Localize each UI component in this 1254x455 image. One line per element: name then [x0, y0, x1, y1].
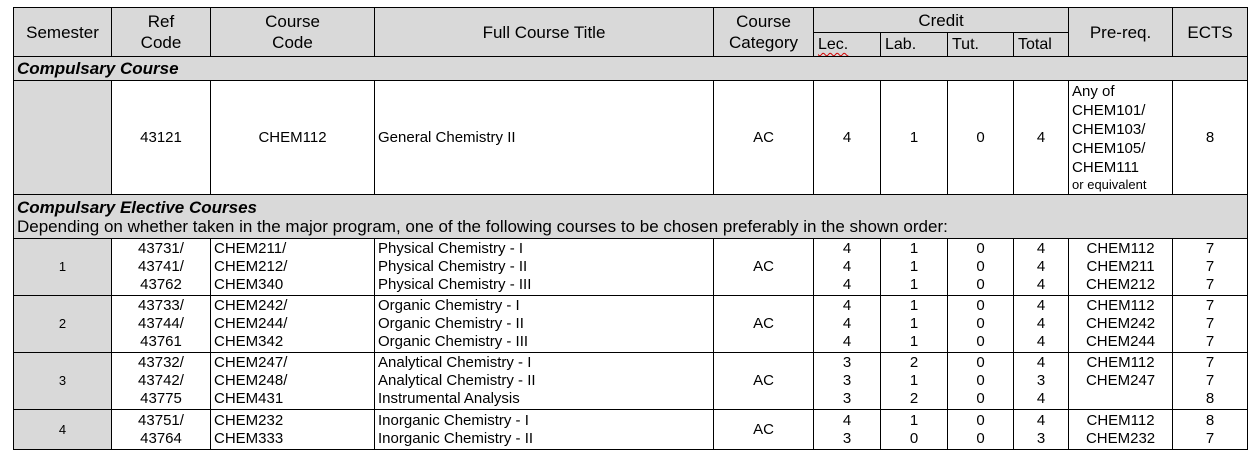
cell-line: 0	[976, 315, 985, 332]
section-compulsory: Compulsary Course	[14, 57, 1248, 81]
prereq-cell	[1069, 410, 1173, 450]
cell-line: 4	[842, 276, 852, 293]
semester-cell: 1	[14, 239, 112, 296]
cell-line: CHEM112	[1086, 411, 1155, 429]
cell-line: 4	[1036, 297, 1046, 314]
cell-line: CHEM244	[1085, 333, 1156, 350]
cell-line: 4	[842, 315, 852, 332]
header-semester: Semester	[14, 8, 112, 57]
cell-line: 4	[842, 411, 852, 429]
tut-cell: 0	[948, 81, 1014, 195]
cell-line: 1	[909, 297, 919, 314]
cell-line: 0	[976, 354, 985, 371]
cell-line: 4	[1036, 240, 1046, 257]
cell-line: 7	[1205, 276, 1215, 293]
cell-line: CHEM248/	[214, 372, 288, 389]
cell-line: 43762	[140, 276, 182, 293]
category-cell: AC	[714, 81, 814, 195]
cell-line: Inorganic Chemistry - II	[378, 429, 534, 447]
cell-line: 3	[1036, 429, 1046, 447]
category-cell: AC	[714, 296, 814, 353]
cell-line: CHEM242/	[214, 297, 288, 314]
cell-line: 8	[1205, 390, 1215, 407]
cell-line: CHEM431	[214, 390, 284, 407]
ref-code-cell	[112, 410, 211, 450]
header-ects: ECTS	[1173, 8, 1248, 57]
prereq-cell	[1069, 353, 1173, 410]
cell-line: 4	[842, 333, 852, 350]
category-cell: AC	[714, 239, 814, 296]
cell-line: 1	[909, 372, 919, 389]
header-ref-code: Ref Code	[112, 8, 211, 57]
cell-line: 43775	[140, 390, 182, 407]
cell-line: 7	[1205, 315, 1215, 332]
cell-line: 3	[842, 429, 852, 447]
header-lec: Lec.	[814, 33, 881, 57]
ects-cell	[1173, 239, 1248, 296]
course-title-cell	[375, 410, 714, 450]
cell-line: 7	[1205, 297, 1215, 314]
cell-line: 0	[976, 240, 985, 257]
course-code-cell	[211, 239, 375, 296]
cell-line: 7	[1205, 372, 1215, 389]
cell-line: CHEM112	[1086, 297, 1155, 314]
cell-line: 0	[976, 297, 985, 314]
ref-code-cell	[112, 296, 211, 353]
category-cell: AC	[714, 410, 814, 450]
cell-line: CHEM232	[214, 411, 284, 429]
cell-line: 4	[1036, 390, 1046, 407]
cell-line: 3	[842, 390, 852, 407]
elective-group-row	[14, 296, 1248, 353]
header-prereq: Pre-req.	[1069, 8, 1173, 57]
lab-cell: 1	[881, 81, 948, 195]
course-code-cell: CHEM112	[211, 81, 375, 195]
cell-line: 4	[842, 258, 852, 275]
semester-cell: 2	[14, 296, 112, 353]
cell-line: 7	[1205, 333, 1215, 350]
cell-line: 1	[909, 333, 919, 350]
cell-line: 1	[909, 315, 919, 332]
lec-cell	[814, 353, 881, 410]
cell-line: Physical Chemistry - III	[378, 276, 532, 293]
cell-line: Inorganic Chemistry - I	[378, 411, 529, 429]
lab-cell	[881, 296, 948, 353]
category-cell: AC	[714, 353, 814, 410]
prereq-cell	[1069, 239, 1173, 296]
course-title-cell: General Chemistry II	[375, 81, 714, 195]
prereq-cell: Any of CHEM101/ CHEM103/ CHEM105/ CHEM111 or equivalent	[1069, 81, 1173, 195]
course-title-cell	[375, 296, 714, 353]
header-lab: Lab.	[881, 33, 948, 57]
ects-cell: 8	[1173, 81, 1248, 195]
elective-note: Depending on whether taken in the major program, one of the following courses to be chosen preferably in the shown order:	[17, 216, 948, 236]
cell-line: Physical Chemistry - I	[378, 240, 524, 257]
cell-line: 2	[909, 390, 919, 407]
course-code-cell	[211, 296, 375, 353]
cell-line: 4	[1036, 276, 1046, 293]
cell-line: 0	[909, 429, 919, 447]
lab-cell	[881, 353, 948, 410]
cell-line: 4	[1036, 258, 1046, 275]
ects-cell	[1173, 410, 1248, 450]
cell-line: Analytical Chemistry - II	[378, 372, 536, 389]
lab-cell	[881, 410, 948, 450]
cell-line: 1	[909, 240, 919, 257]
cell-line: 43733/	[138, 297, 184, 314]
cell-line: 43731/	[138, 240, 184, 257]
cell-line: 7	[1205, 240, 1215, 257]
cell-line: 1	[909, 411, 919, 429]
cell-line: 0	[976, 390, 985, 407]
elective-group-row	[14, 239, 1248, 296]
cell-line: CHEM342	[214, 333, 284, 350]
tut-cell	[948, 353, 1014, 410]
section-elective: Compulsary Elective Courses Depending on whether taken in the major program, one of the following courses to be chosen preferably in the shown order:	[14, 195, 1248, 239]
cell-line: 3	[842, 372, 852, 389]
cell-line: CHEM244/	[214, 315, 288, 332]
course-code-cell	[211, 353, 375, 410]
header-tut: Tut.	[948, 33, 1014, 57]
cell-line: CHEM112	[1086, 354, 1155, 371]
cell-line: Analytical Chemistry - I	[378, 354, 532, 371]
cell-line: 3	[842, 354, 852, 371]
lab-cell	[881, 239, 948, 296]
cell-line: CHEM112	[1086, 240, 1155, 257]
cell-line: CHEM333	[214, 429, 284, 447]
cell-line: 1	[909, 258, 919, 275]
lec-cell	[814, 410, 881, 450]
tut-cell	[948, 239, 1014, 296]
cell-line: 43732/	[138, 354, 184, 371]
cell-line: 7	[1205, 354, 1215, 371]
cell-line: CHEM232	[1085, 429, 1156, 447]
header-category: Course Category	[714, 8, 814, 57]
cell-line: 2	[909, 354, 919, 371]
lec-cell: 4	[814, 81, 881, 195]
ects-cell	[1173, 353, 1248, 410]
cell-line: 0	[976, 276, 985, 293]
cell-line: 4	[842, 297, 852, 314]
lec-cell	[814, 239, 881, 296]
compulsory-row	[14, 81, 1248, 195]
cell-line: CHEM340	[214, 276, 284, 293]
header-credit: Credit	[814, 8, 1069, 33]
cell-line: CHEM211/	[214, 240, 287, 257]
curriculum-table	[13, 7, 1248, 450]
course-title-cell	[375, 239, 714, 296]
cell-line: Instrumental Analysis	[378, 390, 520, 407]
course-code-cell	[211, 410, 375, 450]
cell-line: 43744/	[138, 315, 184, 332]
elective-group-row	[14, 353, 1248, 410]
ref-code-cell	[112, 353, 211, 410]
cell-line: CHEM212/	[214, 258, 288, 275]
cell-line: 43741/	[138, 258, 184, 275]
prereq-cell	[1069, 296, 1173, 353]
cell-line: 7	[1205, 258, 1215, 275]
tut-cell	[948, 410, 1014, 450]
cell-line: 43742/	[138, 372, 184, 389]
total-cell	[1014, 296, 1069, 353]
header-full-title: Full Course Title	[375, 8, 714, 57]
lec-cell	[814, 296, 881, 353]
cell-line: CHEM247/	[214, 354, 288, 371]
semester-cell	[14, 81, 112, 195]
cell-line: 0	[976, 333, 985, 350]
cell-line: Organic Chemistry - II	[378, 315, 524, 332]
cell-line: 7	[1205, 429, 1215, 447]
cell-line: 0	[976, 411, 985, 429]
header-course-code: Course Code	[211, 8, 375, 57]
cell-line: 4	[1036, 411, 1046, 429]
semester-cell: 3	[14, 353, 112, 410]
cell-line: 1	[909, 276, 919, 293]
cell-line: CHEM247	[1085, 372, 1156, 389]
cell-line: 4	[842, 240, 852, 257]
cell-line: 8	[1205, 411, 1215, 429]
cell-line: 43751/	[138, 411, 184, 429]
cell-line: Organic Chemistry - I	[378, 297, 520, 314]
cell-line: 4	[1036, 315, 1046, 332]
course-title-cell	[375, 353, 714, 410]
ref-code-cell	[112, 239, 211, 296]
cell-line: CHEM211	[1086, 258, 1155, 275]
cell-line: CHEM242	[1085, 315, 1156, 332]
cell-line: 43764	[140, 429, 182, 447]
total-cell	[1014, 239, 1069, 296]
ects-cell	[1173, 296, 1248, 353]
tut-cell	[948, 296, 1014, 353]
elective-group-row	[14, 410, 1248, 450]
total-cell	[1014, 410, 1069, 450]
cell-line: 0	[976, 429, 985, 447]
semester-cell: 4	[14, 410, 112, 450]
ref-code-cell: 43121	[112, 81, 211, 195]
cell-line: CHEM212	[1085, 276, 1156, 293]
cell-line: 3	[1036, 372, 1046, 389]
cell-line	[1072, 390, 1169, 408]
cell-line: 43761	[140, 333, 182, 350]
total-cell	[1014, 353, 1069, 410]
header-total: Total	[1014, 33, 1069, 57]
cell-line: 4	[1036, 333, 1046, 350]
total-cell: 4	[1014, 81, 1069, 195]
cell-line: 4	[1036, 354, 1046, 371]
cell-line: Organic Chemistry - III	[378, 333, 529, 350]
cell-line: 0	[976, 372, 985, 389]
cell-line: 0	[976, 258, 985, 275]
cell-line: Physical Chemistry - II	[378, 258, 528, 275]
